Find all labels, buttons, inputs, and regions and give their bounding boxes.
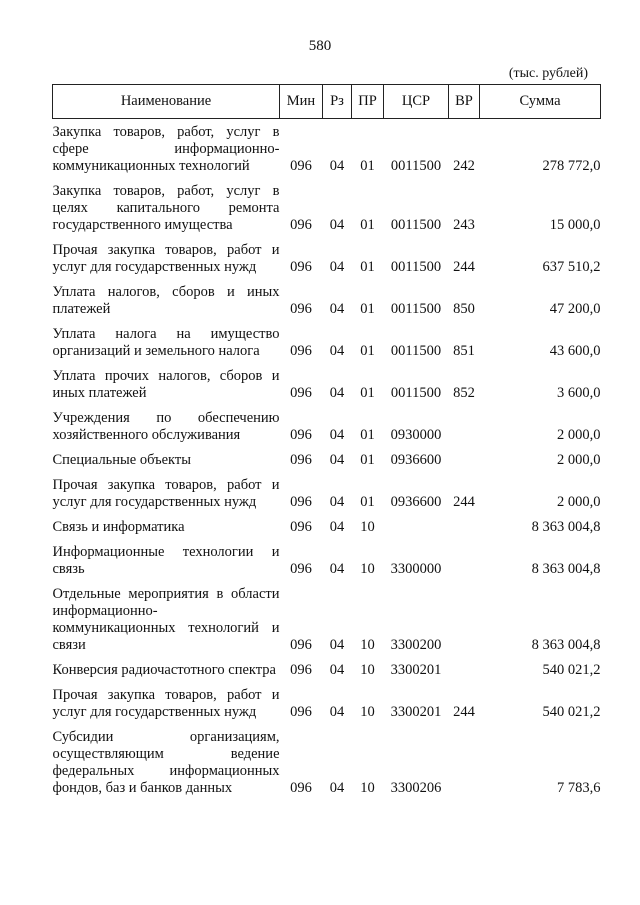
row-csr: 0011500 [390,301,442,317]
row-min: 096 [290,343,312,359]
row-csr: 0011500 [390,217,442,233]
row-min: 096 [290,704,312,720]
header-rz: Рз [323,85,352,119]
row-vr: 244 [453,259,475,275]
row-csr [384,514,449,539]
row-min: 096 [290,519,312,535]
row-vr: 244 [453,494,475,510]
row-sum: 8 363 004,8 [531,561,601,577]
table-row [53,178,601,237]
row-min: 096 [290,452,312,468]
row-vr: 851 [453,343,475,359]
row-sum: 15 000,0 [549,217,601,233]
row-rz: 04 [329,662,345,678]
row-min: 096 [290,217,312,233]
row-csr: 3300201 [390,662,442,678]
row-vr: 852 [453,385,475,401]
row-sum: 540 021,2 [542,662,601,678]
table-row [53,724,601,800]
row-name: Субсидии организациям, осуществляющим ведение федеральных информационных фондов, баз и банков данных [52,729,280,796]
row-sum: 540 021,2 [542,704,601,720]
row-csr: 3300206 [390,780,442,796]
row-sum: 47 200,0 [549,301,601,317]
row-rz: 04 [329,561,345,577]
row-rz: 04 [329,704,345,720]
row-name: Уплата налога на имущество организаций и земельного налога [52,326,280,359]
row-min: 096 [290,637,312,653]
row-pr: 10 [360,662,375,678]
row-sum: 637 510,2 [542,259,601,275]
row-vr [449,581,480,657]
row-min: 096 [290,259,312,275]
row-vr: 242 [453,158,475,174]
row-min: 096 [290,494,312,510]
page-number: 580 [308,38,332,54]
row-sum: 2 000,0 [557,452,601,468]
row-rz: 04 [329,301,345,317]
row-sum: 8 363 004,8 [531,519,601,535]
row-pr: 10 [360,637,375,653]
row-rz: 04 [329,427,345,443]
row-pr: 01 [360,427,375,443]
row-vr [449,514,480,539]
header-vr: ВР [449,85,480,119]
row-name: Отдельные мероприятия в области информационно-коммуникационных технологий и связи [52,586,280,653]
row-csr: 0011500 [390,343,442,359]
table-header-row [53,85,601,119]
row-name: Прочая закупка товаров, работ и услуг для государственных нужд [52,242,280,275]
row-name: Прочая закупка товаров, работ и услуг для государственных нужд [52,687,280,720]
row-rz: 04 [329,637,345,653]
table-row [53,279,601,321]
row-csr: 0011500 [390,158,442,174]
header-min: Мин [280,85,323,119]
row-rz: 04 [329,217,345,233]
row-csr: 0011500 [390,385,442,401]
row-min: 096 [290,662,312,678]
row-rz: 04 [329,385,345,401]
header-sum: Сумма [480,85,601,119]
row-rz: 04 [329,519,345,535]
row-sum: 8 363 004,8 [531,637,601,653]
row-pr: 10 [360,704,375,720]
row-pr: 01 [360,343,375,359]
table-row [53,447,601,472]
row-name: Конверсия радиочастотного спектра [52,662,276,678]
header-name: Наименование [53,85,280,119]
row-name: Закупка товаров, работ, услуг в сфере информационно-коммуникационных технологий [52,124,280,174]
table-row [53,514,601,539]
row-pr: 01 [360,259,375,275]
row-name: Связь и информатика [52,519,185,535]
row-min: 096 [290,427,312,443]
units-label: (тыс. рублей) [508,66,588,81]
row-sum: 2 000,0 [557,494,601,510]
row-vr [449,405,480,447]
row-name: Учреждения по обеспечению хозяйственного обслуживания [52,410,280,443]
table-row [53,363,601,405]
row-sum: 278 772,0 [542,158,601,174]
row-csr: 0936600 [390,494,442,510]
row-min: 096 [290,301,312,317]
row-csr: 3300000 [390,561,442,577]
row-pr: 01 [360,494,375,510]
table-row [53,581,601,657]
row-pr: 10 [360,561,375,577]
table-row [53,237,601,279]
row-csr: 3300201 [390,704,442,720]
row-pr: 01 [360,217,375,233]
table-row [53,405,601,447]
row-vr [449,724,480,800]
row-name: Закупка товаров, работ, услуг в целях капитального ремонта государственного имущества [52,183,280,233]
row-sum: 3 600,0 [557,385,601,401]
row-rz: 04 [329,343,345,359]
row-csr: 0930000 [390,427,442,443]
row-pr: 10 [360,780,375,796]
row-sum: 2 000,0 [557,427,601,443]
row-name: Уплата прочих налогов, сборов и иных платежей [52,368,280,401]
row-sum: 7 783,6 [557,780,601,796]
row-rz: 04 [329,259,345,275]
row-name: Специальные объекты [52,452,191,468]
row-rz: 04 [329,452,345,468]
row-pr: 01 [360,385,375,401]
table-row [53,119,601,179]
table-row [53,472,601,514]
row-name: Информационные технологии и связь [52,544,280,577]
row-rz: 04 [329,494,345,510]
row-csr: 3300200 [390,637,442,653]
row-vr: 243 [453,217,475,233]
row-name: Уплата налогов, сборов и иных платежей [52,284,280,317]
row-vr [449,539,480,581]
row-vr: 244 [453,704,475,720]
row-min: 096 [290,158,312,174]
table-row [53,682,601,724]
row-csr: 0936600 [390,452,442,468]
row-pr: 10 [360,519,375,535]
header-pr: ПР [352,85,384,119]
row-sum: 43 600,0 [549,343,601,359]
table-row [53,539,601,581]
row-vr [449,447,480,472]
row-csr: 0011500 [390,259,442,275]
row-min: 096 [290,780,312,796]
row-min: 096 [290,561,312,577]
row-min: 096 [290,385,312,401]
table-row [53,321,601,363]
row-pr: 01 [360,452,375,468]
row-rz: 04 [329,780,345,796]
row-vr [449,657,480,682]
table-row [53,657,601,682]
row-pr: 01 [360,158,375,174]
row-rz: 04 [329,158,345,174]
row-name: Прочая закупка товаров, работ и услуг для государственных нужд [52,477,280,510]
budget-table [52,84,601,800]
row-vr: 850 [453,301,475,317]
header-csr: ЦСР [384,85,449,119]
row-pr: 01 [360,301,375,317]
